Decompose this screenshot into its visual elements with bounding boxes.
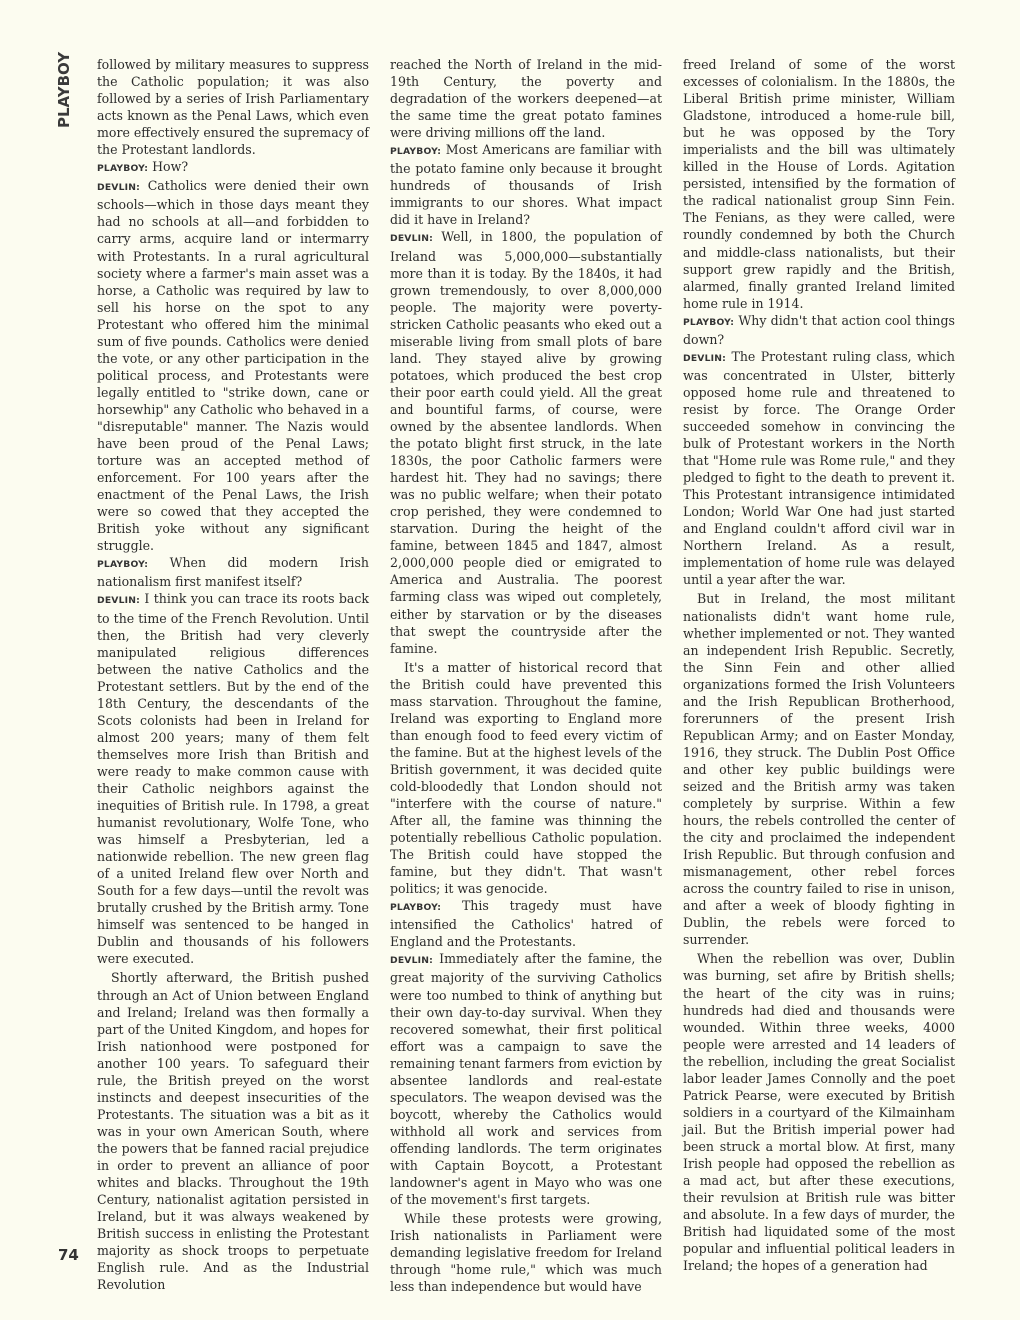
speaker-label: PLAYBOY:: [390, 902, 442, 914]
paragraph-text: Well, in 1800, the population of Ireland was 5,000,000—substantially more than it is today. By the 1840s, it had grown tremendously, to over 8,000,000 people. The majority were poverty-stricken Catholic peasants who eked out a miserable living from small plots of bare land. They stayed alive by growing potatoes, which produced the best crop their poor earth could yield. All the great and bountiful farms, of course, were owned by the absentee landlords. When the potato blight first struck, in the late 1830s, the poor Catholic farmers were hardest hit. They had no savings; there was no public welfare; when their potato crop perished, they were condemned to starvation. During the height of the famine, between 1845 and 1847, almost 2,000,000 people died or emigrated to America and Australia. The poorest farming class was wiped out completely, either by starvation or by the diseases that swept the countryside after the famine.: [390, 229, 662, 656]
interview-paragraph: [390, 897, 662, 950]
paragraph-text: Catholics were denied their own schools—which in those days meant they had no schools at all—and forbidden to carry arms, acquire land or intermarry with Protestants. In a rural agricultural society where a farmer's main asset was a horse, a Catholic was required by law to sell his horse on the spot to any Protestant who offered him the minimal sum of five pounds. Catholics were denied the vote, or any other participation in the political process, and Protestants were legally entitled to "strike down, cane or horsewhip" any Catholic who behaved in a "disreputable" manner. The Nazis would have been proud of the Penal Laws; torture was an accepted method of enforcement. For 100 years after the enactment of the Penal Laws, the Irish were so cowed that they accepted the British yoke without any significant struggle.: [97, 178, 369, 554]
body-paragraph: [390, 659, 662, 898]
paragraph-text: While these protests were growing, Irish nationalists in Parliament were demanding legislative freedom for Ireland through "home rule," which was much less than independence but would have: [390, 1211, 662, 1295]
page-number: 74: [58, 1246, 79, 1264]
paragraph-text: How?: [152, 159, 189, 175]
speaker-label: DEVLIN:: [390, 955, 434, 967]
body-paragraph: [390, 56, 662, 141]
speaker-label: DEVLIN:: [683, 352, 727, 364]
body-paragraph: [683, 950, 955, 1274]
magazine-masthead: PLAYBOY: [55, 52, 73, 129]
paragraph-text: freed Ireland of some of the worst excesses of colonialism. In the 1880s, the Liberal British prime minister, William Gladstone, introduced a home-rule bill, but he was opposed by the Tory imperialists and the bill was ultimately killed in the House of Lords. Agitation persisted, intensified by the formation of the radical nationalist group Sinn Fein. The Fenians, as they were called, were roundly condemned by both the Church and middle-class nationalists, but their support grew rapidly and the British, alarmed, finally granted Ireland limited home rule in 1914.: [683, 57, 955, 311]
paragraph-text: When did modern Irish nationalism first manifest itself?: [97, 555, 369, 590]
paragraph-text: Why didn't that action cool things down?: [683, 312, 955, 347]
interview-paragraph: [390, 950, 662, 1208]
body-paragraph: [390, 1210, 662, 1295]
body-paragraph: [97, 56, 369, 158]
interview-paragraph: [390, 228, 662, 656]
speaker-label: DEVLIN:: [390, 233, 434, 245]
paragraph-text: But in Ireland, the most militant nationalists didn't want home rule, whether implemented or not. They wanted an independent Irish Republic. Secretly, the Sinn Fein and other allied organizations formed the Irish Volunteers and the Irish Republican Brotherhood, forerunners of the present Irish Republican Army; and on Easter Monday, 1916, they struck. The Dublin Post Office and other key public buildings were seized and the British army was taken completely by surprise. Within a few hours, the rebels controlled the center of the city and proclaimed the independent Irish Republic. But through confusion and mismanagement, other rebel forces across the country failed to rise in unison, and after a week of bloody fighting in Dublin, the rebels were forced to surrender.: [683, 591, 955, 948]
interview-paragraph: [97, 554, 369, 590]
paragraph-text: followed by military measures to suppress the Catholic population; it was also followed by a series of Irish Parliamentary acts known as the Penal Laws, which even more effectively ensured the supremacy of the Protestant landlords.: [97, 57, 369, 158]
paragraph-text: Shortly afterward, the British pushed through an Act of Union between England and Ireland; Ireland was then formally a part of the United Kingdom, and hopes for Irish nationhood were postponed for another 100 years. To safeguard their rule, the British preyed on the worst instincts and deepest insecurities of the Protestants. The situation was a bit as it was in your own American South, where the powers that be fanned racial prejudice in order to prevent an alliance of poor whites and blacks. Throughout the 19th Century, nationalist agitation persisted in Ireland, but it was always weakened by British success in enlisting the Protestant majority as shock troops to perpetuate English rule. And as the Industrial Revolution: [97, 970, 369, 1293]
text-column-1: [97, 56, 369, 1293]
interview-paragraph: [683, 348, 955, 589]
speaker-label: DEVLIN:: [97, 182, 141, 194]
interview-paragraph: [97, 177, 369, 554]
text-column-3: [683, 56, 955, 1274]
article-body: [97, 56, 955, 1295]
body-paragraph: [97, 969, 369, 1293]
interview-paragraph: [683, 312, 955, 348]
paragraph-text: Immediately after the famine, the great majority of the surviving Catholics were too numbed to think of anything but their own day-to-day survival. When they recovered somewhat, their first political effort was a campaign to save the remaining tenant farmers from eviction by absentee landlords and real-estate speculators. The weapon devised was the boycott, whereby the Catholics would withhold all work and services from offending landlords. The term originates with Captain Boycott, a Protestant landowner's agent in Mayo who was one of the movement's first targets.: [390, 951, 662, 1208]
speaker-label: PLAYBOY:: [683, 316, 735, 328]
paragraph-text: I think you can trace its roots back to the time of the French Revolution. Until then, the British had very cleverly manipulated religious differences between the native Catholics and the Protestant settlers. But by the end of the 18th Century, the descendants of the Scots colonists had been in Ireland for almost 200 years; many of them felt themselves more Irish than British and were ready to make common cause with their Catholic neighbors against the inequities of British rule. In 1798, a great humanist revolutionary, Wolfe Tone, who was himself a Presbyterian, led a nationwide rebellion. The new green flag of a united Ireland flew over North and South for a few days—until the revolt was brutally crushed by the British army. Tone himself was sentenced to be hanged in Dublin and thousands of his followers were executed.: [97, 591, 369, 967]
paragraph-text: reached the North of Ireland in the mid-19th Century, the poverty and degradation of the workers deepened—at the same time the great potato famines were driving millions off the land.: [390, 57, 662, 141]
paragraph-text: It's a matter of historical record that the British could have prevented this mass starvation. Throughout the famine, Ireland was exporting to England more than enough food to feed every victim of the famine. But at the highest levels of the British government, it was decided quite cold-bloodedly that London should not "interfere with the course of nature." After all, the famine was thinning the potentially rebellious Catholic population. The British could have stopped the famine, but they didn't. That wasn't politics; it was genocide.: [390, 659, 662, 897]
paragraph-text: This tragedy must have intensified the Catholics' hatred of England and the Protestants.: [390, 898, 662, 950]
interview-paragraph: [97, 158, 369, 177]
body-paragraph: [683, 590, 955, 948]
interview-paragraph: [390, 141, 662, 228]
speaker-label: DEVLIN:: [97, 595, 141, 607]
paragraph-text: The Protestant ruling class, which was concentrated in Ulster, bitterly opposed home rule and threatened to resist by force. The Orange Order succeeded somehow in convincing the bulk of Protestant workers in the North that "Home rule was Rome rule," and they pledged to fight to the death to prevent it. This Protestant intransigence intimidated London; World War One had just started and England couldn't afford civil war in Northern Ireland. As a result, implementation of home rule was delayed until a year after the war.: [683, 348, 955, 588]
body-paragraph: [683, 56, 955, 312]
speaker-label: PLAYBOY:: [97, 163, 149, 175]
paragraph-text: Most Americans are familiar with the potato famine only because it brought hundreds of thousands of Irish immigrants to our shores. What impact did it have in Ireland?: [390, 142, 662, 228]
speaker-label: PLAYBOY:: [390, 146, 442, 158]
interview-paragraph: [97, 590, 369, 967]
speaker-label: PLAYBOY:: [97, 559, 149, 571]
text-column-2: [390, 56, 662, 1295]
paragraph-text: When the rebellion was over, Dublin was burning, set afire by British shells; the heart of the city was in ruins; hundreds had died and thousands were wounded. Within three weeks, 4000 people were arrested and 14 leaders of the rebellion, including the great Socialist labor leader James Connolly and the poet Patrick Pearse, were executed by British soldiers in a courtyard of the Kilmainham jail. But the British imperial power had been struck a mortal blow. At first, many Irish people had opposed the rebellion as a mad act, but after these executions, their revulsion at British rule was bitter and absolute. In a few days of murder, the British had liquidated some of the most popular and influential political leaders in Ireland; the hopes of a generation had: [683, 951, 955, 1274]
